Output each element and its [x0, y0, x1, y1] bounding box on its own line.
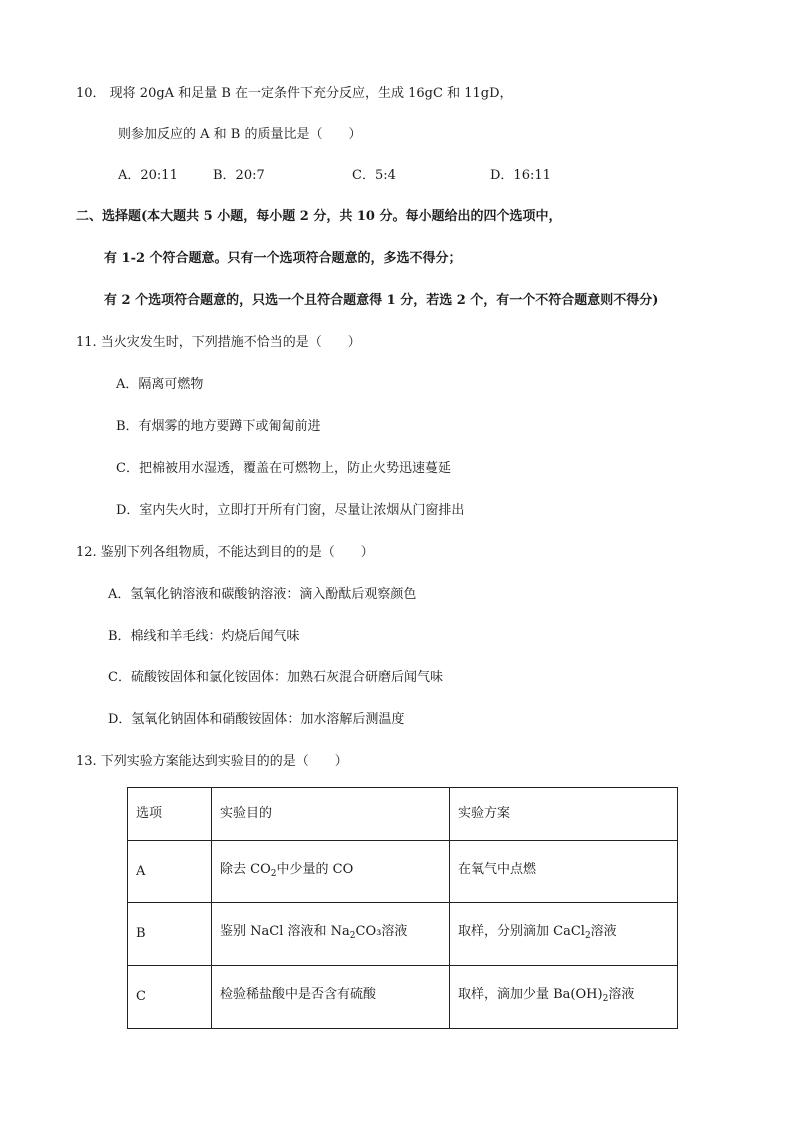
table-cell-plan: 在氧气中点燃	[450, 841, 678, 903]
q11-option-c: C．把棉被用水湿透，覆盖在可燃物上，防止火势迅速蔓延	[116, 461, 451, 476]
q10-option-c: C．5:4	[352, 168, 396, 183]
table-cell-goal: 检验稀盐酸中是否含有硫酸	[212, 966, 450, 1029]
q10-option-d: D．16:11	[490, 168, 551, 183]
table-cell-option: B	[128, 903, 212, 966]
q10-option-a: A．20:11	[118, 168, 178, 183]
section2-instruction-1: 有 1-2 个符合题意。只有一个选项符合题意的，多选不得分；	[104, 251, 462, 266]
q11-option-d: D．室内失火时，立即打开所有门窗，尽量让浓烟从门窗排出	[116, 503, 465, 518]
table-header-row	[128, 788, 678, 841]
q11-stem: 11. 当火灾发生时，下列措施不恰当的是（ ）	[76, 335, 361, 350]
table-cell-goal: 鉴别 NaCl 溶液和 $Na_2CO_3$溶液	[212, 903, 450, 966]
q13-stem: 13. 下列实验方案能达到实验目的的是（ ）	[76, 754, 348, 769]
table-row	[128, 841, 678, 903]
q12-option-a: A．氢氧化钠溶液和碳酸钠溶液：滴入酚酞后观察颜色	[108, 587, 417, 602]
q10-stem: 10． 现将 20gA 和足量 B 在一定条件下充分反应，生成 16gC 和 11gD，	[76, 86, 513, 101]
table-cell-option: A	[128, 841, 212, 903]
table-cell-plan: 取样，分别滴加 CaCl$_2$溶液	[450, 903, 678, 966]
q11-option-a: A．隔离可燃物	[116, 377, 204, 392]
table-header-plan: 实验方案	[450, 788, 678, 841]
section2-title: 二、选择题(本大题共 5 小题，每小题 2 分，共 10 分。每小题给出的四个选项中，	[76, 209, 562, 224]
q12-option-b: B．棉线和羊毛线：灼烧后闻气味	[108, 629, 300, 644]
q12-stem: 12. 鉴别下列各组物质，不能达到目的的是（ ）	[76, 545, 374, 560]
table-cell-plan: 取样，滴加少量 $Ba(OH)_2$溶液	[450, 966, 678, 1029]
q10-option-b: B．20:7	[213, 168, 265, 183]
table-row	[128, 903, 678, 966]
q10-stem-cont: 则参加反应的 A 和 B 的质量比是（ ）	[118, 127, 362, 142]
table-header-option: 选项	[128, 788, 212, 841]
table-header-goal: 实验目的	[212, 788, 450, 841]
table-row	[128, 966, 678, 1029]
section2-instruction-2: 有 2 个选项符合题意的，只选一个且符合题意得 1 分，若选 2 个，有一个不符合题意则不得分)	[104, 293, 659, 308]
table-cell-option: C	[128, 966, 212, 1029]
q12-option-c: C．硫酸铵固体和氯化铵固体：加熟石灰混合研磨后闻气味	[108, 670, 443, 685]
table-cell-goal: 除去 $CO_2$中少量的 CO	[212, 841, 450, 903]
q13-table	[127, 787, 678, 1029]
q11-option-b: B．有烟雾的地方要蹲下或匍匐前进	[116, 419, 321, 434]
q12-option-d: D．氢氧化钠固体和硝酸铵固体：加水溶解后测温度	[108, 712, 405, 727]
